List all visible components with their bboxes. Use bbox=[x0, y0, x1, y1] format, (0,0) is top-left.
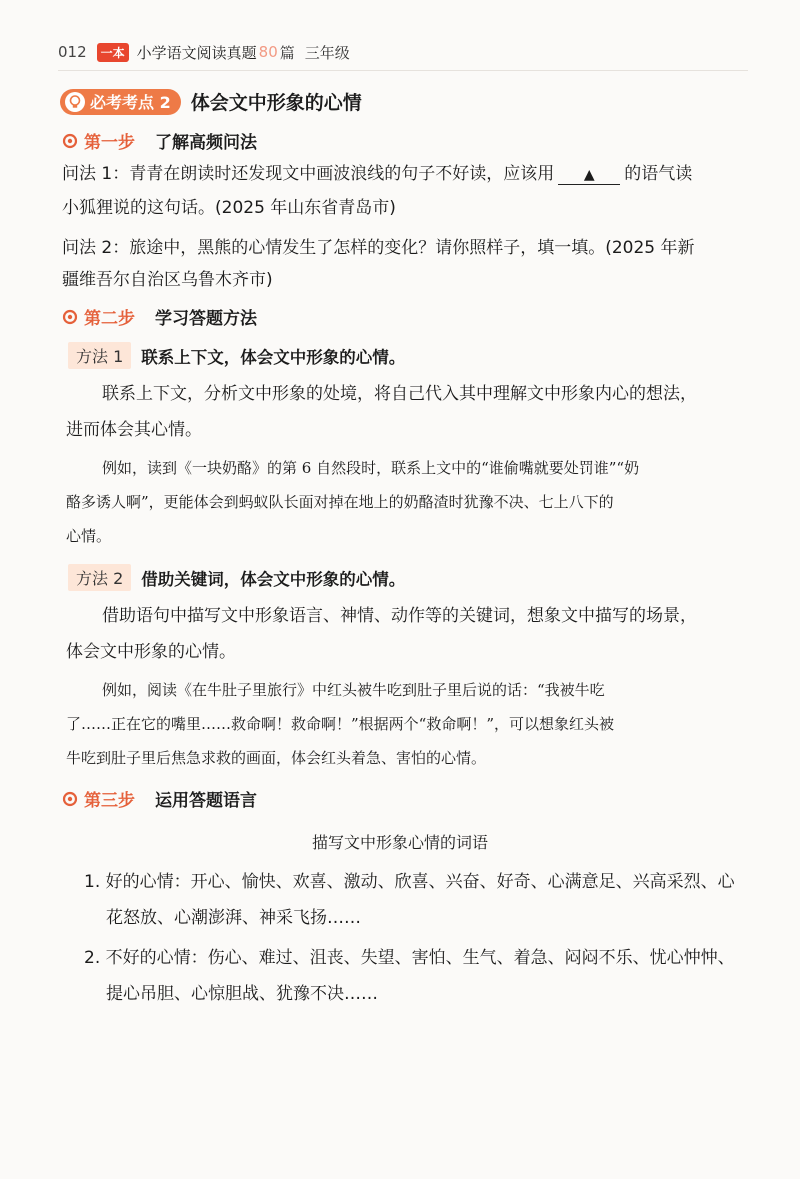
book-title: 小学语文阅读真题 bbox=[136, 43, 257, 62]
method2-para-line1: 借助语句中描写文中形象语言、神情、动作等的关键词，想象文中描写的场景， bbox=[102, 606, 697, 626]
method2-tag: 方法 2 bbox=[68, 564, 131, 591]
page-number: 012 bbox=[58, 43, 87, 61]
answer-blank: ▲ bbox=[558, 166, 620, 185]
key-point-title: 体会文中形象的心情 bbox=[190, 92, 362, 114]
key-point-badge-label: 必考考点 2 bbox=[90, 93, 171, 112]
step3-title: 运用答题语言 bbox=[155, 791, 257, 811]
method1-example-line2: 酪多诱人啊”，更能体会到蚂蚁队长面对掉在地上的奶酪渣时犹豫不决、七上八下的 bbox=[66, 493, 614, 511]
step1-heading bbox=[62, 128, 257, 153]
method1-example-line3: 心情。 bbox=[66, 527, 112, 545]
question2-line2: 疆维吾尔自治区乌鲁木齐市) bbox=[62, 270, 273, 290]
book-count: 80 bbox=[258, 43, 278, 61]
word-list-title: 描写文中形象心情的词语 bbox=[311, 833, 488, 852]
circle-bullet-icon bbox=[62, 791, 78, 807]
step2-heading bbox=[62, 304, 257, 329]
word-list-item2-line2: 提心吊胆、心惊胆战、犹豫不决…… bbox=[106, 984, 378, 1004]
question2-line1: 问法 2：旅途中，黑熊的心情发生了怎样的变化？请你照样子，填一填。(2025 年新 bbox=[62, 238, 695, 258]
circle-bullet-icon bbox=[62, 309, 78, 325]
method2-example-line1: 例如，阅读《在牛肚子里旅行》中红头被牛吃到肚子里后说的话：“我被牛吃 bbox=[102, 681, 605, 699]
method1-example-line1: 例如，读到《一块奶酪》的第 6 自然段时，联系上文中的“谁偷嘴就要处罚谁”“奶 bbox=[102, 459, 640, 477]
step3-label: 第三步 bbox=[84, 791, 135, 811]
circle-bullet-icon bbox=[62, 133, 78, 149]
page-header bbox=[58, 40, 350, 64]
word-list-item1-line1: 1. 好的心情：开心、愉快、欢喜、激动、欣喜、兴奋、好奇、心满意足、兴高采烈、心 bbox=[84, 872, 735, 892]
method2-heading bbox=[68, 564, 405, 591]
word-list-item2-line1: 2. 不好的心情：伤心、难过、沮丧、失望、害怕、生气、着急、闷闷不乐、忧心忡忡、 bbox=[84, 948, 735, 968]
book-unit: 篇 bbox=[279, 43, 295, 62]
step2-title: 学习答题方法 bbox=[155, 309, 257, 329]
step1-title: 了解高频问法 bbox=[155, 133, 257, 153]
word-list-item1-line2: 花怒放、心潮澎湃、神采飞扬…… bbox=[106, 908, 361, 928]
key-point-badge bbox=[60, 89, 181, 115]
publisher-logo: 一本 bbox=[97, 43, 129, 62]
method1-title: 联系上下文，体会文中形象的心情。 bbox=[141, 347, 406, 367]
header-divider bbox=[58, 70, 748, 71]
method1-tag: 方法 1 bbox=[68, 342, 131, 369]
method1-para-line1: 联系上下文，分析文中形象的处境，将自己代入其中理解文中形象内心的想法， bbox=[102, 384, 697, 404]
method1-para-line2: 进而体会其心情。 bbox=[66, 420, 202, 440]
key-point-heading bbox=[60, 88, 362, 115]
grade-label: 三年级 bbox=[304, 43, 350, 62]
step1-label: 第一步 bbox=[84, 133, 135, 153]
lightbulb-icon bbox=[64, 91, 86, 113]
question1-line1: 问法 1：青青在朗读时还发现文中画波浪线的句子不好读，应该用 ▲ 的语气读 bbox=[62, 164, 693, 184]
method2-example-line3: 牛吃到肚子里后焦急求救的画面，体会红头着急、害怕的心情。 bbox=[66, 749, 487, 767]
method2-para-line2: 体会文中形象的心情。 bbox=[66, 642, 236, 662]
step2-label: 第二步 bbox=[84, 309, 135, 329]
question1-line2: 小狐狸说的这句话。(2025 年山东省青岛市) bbox=[62, 198, 396, 218]
method1-heading bbox=[68, 342, 405, 369]
step3-heading bbox=[62, 786, 257, 811]
method2-example-line2: 了……正在它的嘴里……救命啊！救命啊！”根据两个“救命啊！”，可以想象红头被 bbox=[66, 715, 615, 733]
method2-title: 借助关键词，体会文中形象的心情。 bbox=[141, 569, 406, 589]
